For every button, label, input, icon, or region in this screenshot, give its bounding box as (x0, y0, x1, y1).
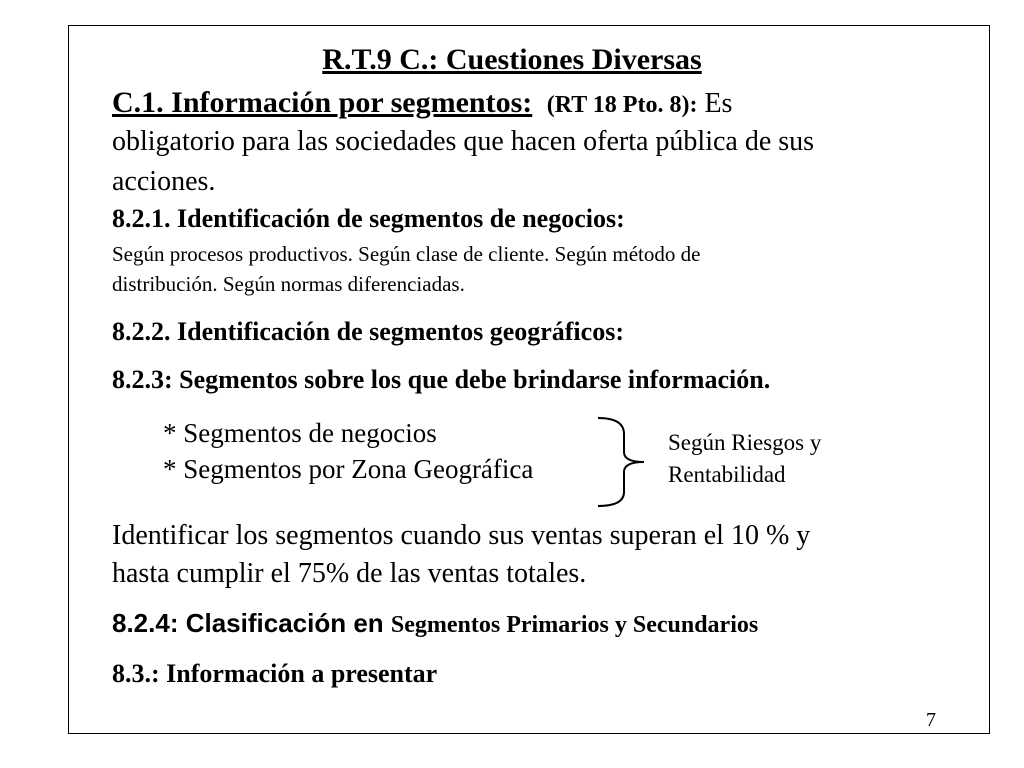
c1-text-start: Es (697, 88, 733, 119)
bullet-segmentos-zona: * Segmentos por Zona Geográfica (163, 454, 534, 484)
bullet-segmentos-negocios: * Segmentos de negocios (163, 418, 437, 448)
c1-first-line (112, 84, 732, 124)
section-824-heading-part1: 8.2.4: Clasificación en (112, 608, 391, 638)
brace-note-line2: Rentabilidad (668, 462, 786, 487)
identify-line2: hasta cumplir el 75% de las ventas totales. (112, 558, 587, 589)
section-821-line1: Según procesos productivos. Según clase de cliente. Según método de (112, 242, 701, 266)
section-823-heading: 8.2.3: Segmentos sobre los que debe brindarse información. (112, 365, 771, 394)
section-821-line2: distribución. Según normas diferenciadas. (112, 272, 465, 296)
page-number: 7 (926, 709, 936, 731)
c1-text-line2: obligatorio para las sociedades que hacen oferta pública de sus (112, 126, 815, 157)
section-822-heading: 8.2.2. Identificación de segmentos geográficos: (112, 317, 624, 346)
brace-note-line1: Según Riesgos y (668, 430, 822, 455)
identify-line1: Identificar los segmentos cuando sus ventas superan el 10 % y (112, 520, 811, 551)
c1-heading: C.1. Información por segmentos: (112, 86, 533, 119)
c1-reference: (RT 18 Pto. 8): (546, 92, 698, 118)
section-83-heading: 8.3.: Información a presentar (112, 659, 438, 688)
slide-title: R.T.9 C.: Cuestiones Diversas (322, 43, 702, 76)
section-824-heading (112, 606, 758, 645)
c1-text-line3: acciones. (112, 166, 216, 197)
right-brace-icon (590, 412, 660, 512)
section-824-heading-part2: Segmentos Primarios y Secundarios (390, 612, 759, 638)
section-821-heading: 8.2.1. Identificación de segmentos de negocios: (112, 204, 625, 233)
